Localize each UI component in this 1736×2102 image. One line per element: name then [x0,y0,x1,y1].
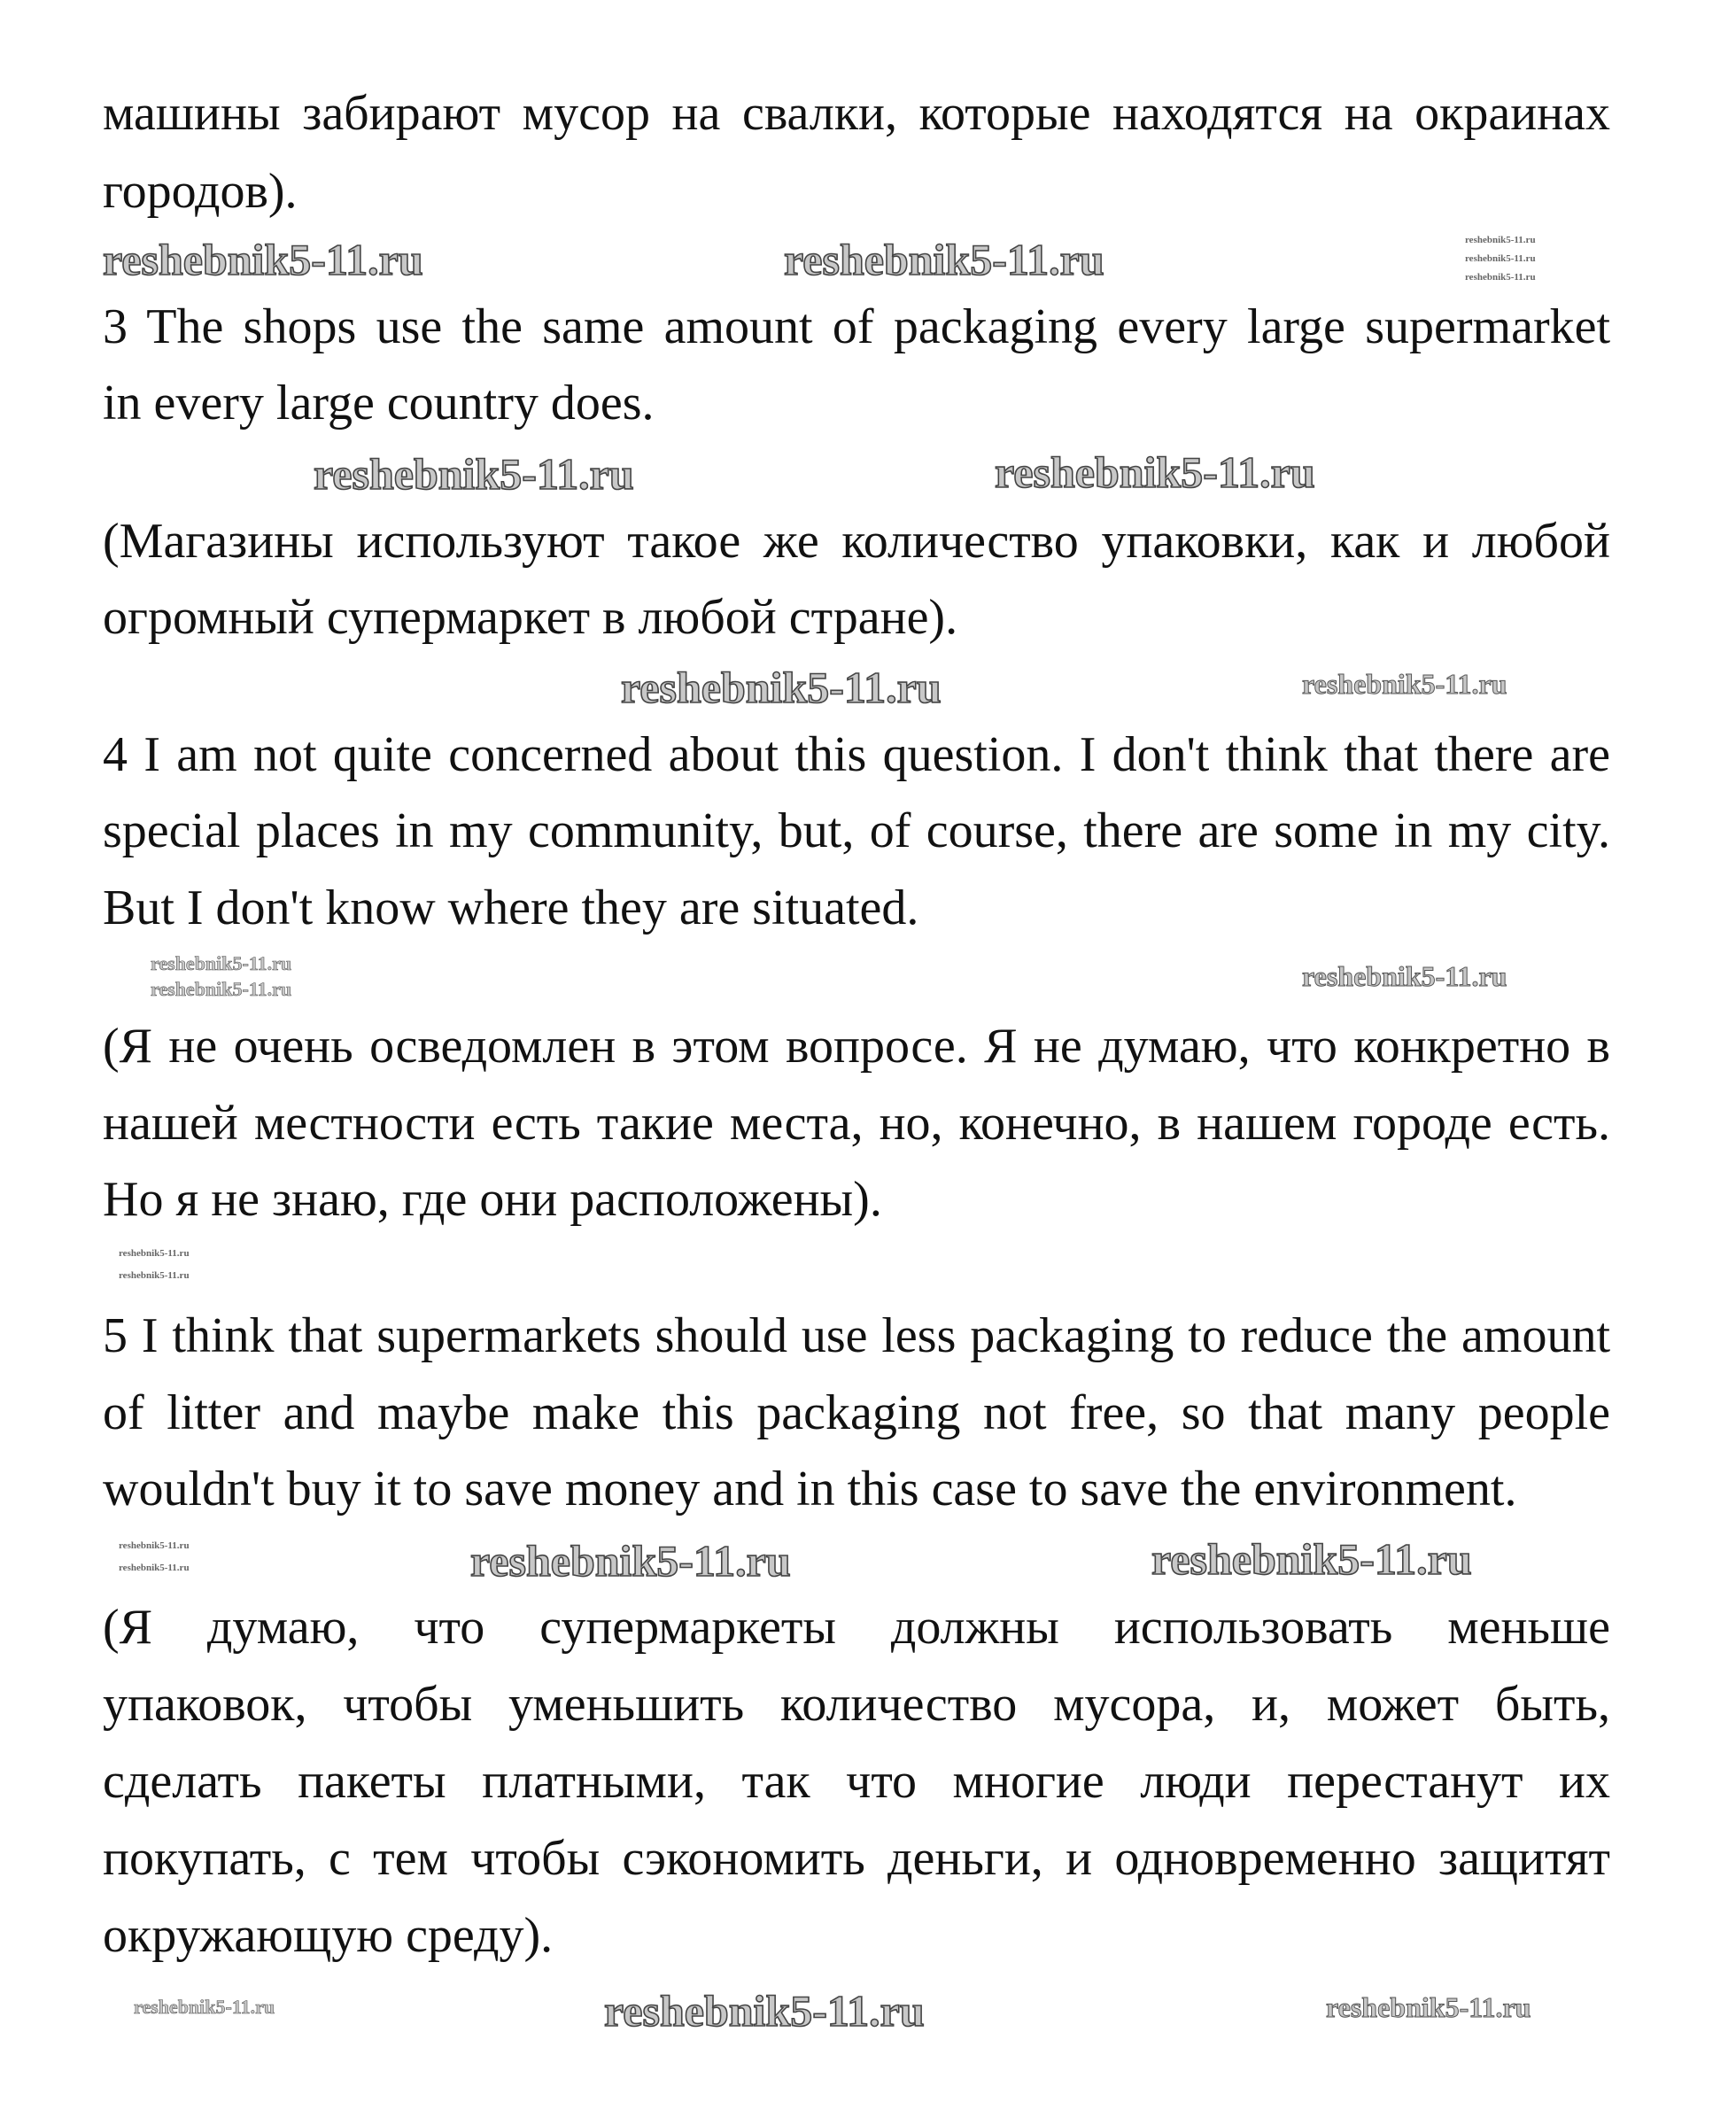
watermark: reshebnik5-11.ru [621,663,942,712]
text-line: 3 The shops use the same amount of packaging every large supermarket [103,299,1610,354]
watermark: reshebnik5-11.ru [119,1270,190,1281]
text-line: (Я не очень осведомлен в этом вопросе. Я не думаю, что конкретно в [103,1019,1610,1074]
text-line: 5 I think that supermarkets should use less packaging to reduce the amount [103,1308,1610,1363]
text-line: упаковок, чтобы уменьшить количество мусора, и, может быть, [103,1677,1610,1732]
text-line: огромный супермаркет в любой стране). [103,590,958,645]
watermark: reshebnik5-11.ru [604,1986,925,2036]
watermark: reshebnik5-11.ru [1302,960,1507,992]
watermark: reshebnik5-11.ru [119,1540,190,1551]
watermark: reshebnik5-11.ru [314,449,634,499]
watermark: reshebnik5-11.ru [1465,272,1536,283]
watermark: reshebnik5-11.ru [470,1536,791,1586]
watermark: reshebnik5-11.ru [134,1996,275,2018]
watermark: reshebnik5-11.ru [784,235,1104,284]
watermark: reshebnik5-11.ru [151,978,292,1000]
text-line: of litter and maybe make this packaging not free, so that many people [103,1385,1610,1440]
watermark: reshebnik5-11.ru [1302,668,1507,700]
text-line: 4 I am not quite concerned about this question. I don't think that there are [103,727,1610,782]
watermark: reshebnik5-11.ru [1465,235,1536,245]
text-line: городов). [103,164,298,219]
watermark: reshebnik5-11.ru [119,1248,190,1259]
text-line: машины забирают мусор на свалки, которые находятся на окраинах [103,86,1610,141]
text-line: (Магазины используют такое же количество упаковки, как и любой [103,514,1610,569]
text-line: сделать пакеты платными, так что многие люди перестанут их [103,1754,1610,1809]
watermark: reshebnik5-11.ru [119,1563,190,1573]
watermark: reshebnik5-11.ru [1151,1534,1472,1584]
text-line: But I don't know where they are situated. [103,880,919,935]
text-line: Но я не знаю, где они расположены). [103,1172,882,1227]
text-line: in every large country does. [103,376,655,430]
watermark: reshebnik5-11.ru [1465,253,1536,264]
watermark: reshebnik5-11.ru [1326,1991,1531,2023]
text-line: (Я думаю, что супермаркеты должны использовать меньше [103,1600,1610,1655]
watermark: reshebnik5-11.ru [103,235,423,284]
text-line: окружающую среду). [103,1908,554,1963]
watermark: reshebnik5-11.ru [151,952,292,974]
text-line: нашей местности есть такие места, но, конечно, в нашем городе есть. [103,1096,1610,1151]
watermark: reshebnik5-11.ru [995,447,1315,497]
text-line: покупать, с тем чтобы сэкономить деньги, и одновременно защитят [103,1831,1610,1886]
text-line: wouldn't buy it to save money and in this case to save the environment. [103,1462,1517,1516]
text-line: special places in my community, but, of course, there are some in my city. [103,803,1610,858]
